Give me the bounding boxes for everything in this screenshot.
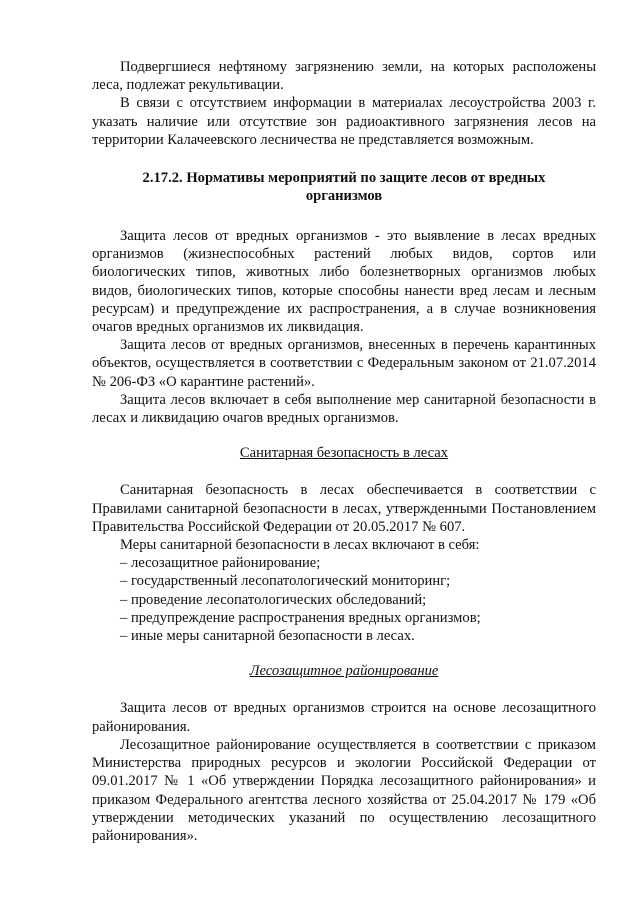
sanitary-heading	[92, 444, 596, 462]
document-page	[92, 58, 596, 845]
sanitary-paragraph: Санитарная безопасность в лесах обеспечивается в соответствии с Правилами санитарной безопасности в лесах, утвержденными Постановлением Правительства Российской Федерации от 20.05.2017 № 607.	[92, 482, 596, 535]
measures-intro: Меры санитарной безопасности в лесах включают в себя:	[120, 537, 480, 554]
section-paragraph-3: Защита лесов включает в себя выполнение мер санитарной безопасности в лесах и ликвидацию очагов вредных организмов.	[92, 391, 596, 427]
list-item: – проведение лесопатологических обследований;	[120, 591, 427, 608]
section-paragraph-1: Защита лесов от вредных организмов - это выявление в лесах вредных организмов (жизнеспособных растений любых видов, сортов или биологических типов, животных либо болезнетворных организмов любых видов, биологических типов, которые способны нанести вред лесам и лесным ресурсам) и предупреждение их распространения, а в случае возникновения очагов вредных организмов их ликвидация.	[92, 228, 596, 336]
zoning-heading	[92, 662, 596, 680]
list-item: – предупреждение распространения вредных организмов;	[120, 609, 481, 626]
section-paragraph-2: Защита лесов от вредных организмов, внесенных в перечень карантинных объектов, осуществляется в соответствии с Федеральным законом от 21.07.2014 № 206-ФЗ «О карантине растений».	[92, 337, 596, 390]
list-item: – иные меры санитарной безопасности в лесах.	[120, 628, 415, 645]
zoning-paragraph-2: Лесозащитное районирование осуществляется в соответствии с приказом Министерства природных ресурсов и экологии Российской Федерации от 09.01.2017 № 1 «Об утверждении Порядка лесозащитного районирования» и приказом Федерального агентства лесного хозяйства от 25.04.2017 № 179 «Об утверждении методических указаний по осуществлению лесозащитного районирования».	[92, 736, 596, 844]
intro-paragraph-1: Подвергшиеся нефтяному загрязнению земли, на которых расположены леса, подлежат рекультивации.	[92, 59, 596, 94]
zoning-heading-text: Лесозащитное районирование	[249, 663, 439, 680]
intro-paragraph-2: В связи с отсутствием информации в материалах лесоустройства 2003 г. указать наличие или отсутствие зон радиоактивного загрязнения лесов на территории Калачеевского лесничества не представляется возможным.	[92, 95, 596, 148]
list-item: – государственный лесопатологический мониторинг;	[120, 573, 451, 590]
measures-list	[92, 554, 596, 645]
sanitary-heading-text: Санитарная безопасность в лесах	[239, 445, 449, 462]
zoning-paragraph-1: Защита лесов от вредных организмов строится на основе лесозащитного районирования.	[92, 700, 596, 735]
section-heading: 2.17.2. Нормативы мероприятий по защите лесов от вредных организмов	[142, 170, 546, 205]
list-item: – лесозащитное районирование;	[120, 555, 321, 572]
